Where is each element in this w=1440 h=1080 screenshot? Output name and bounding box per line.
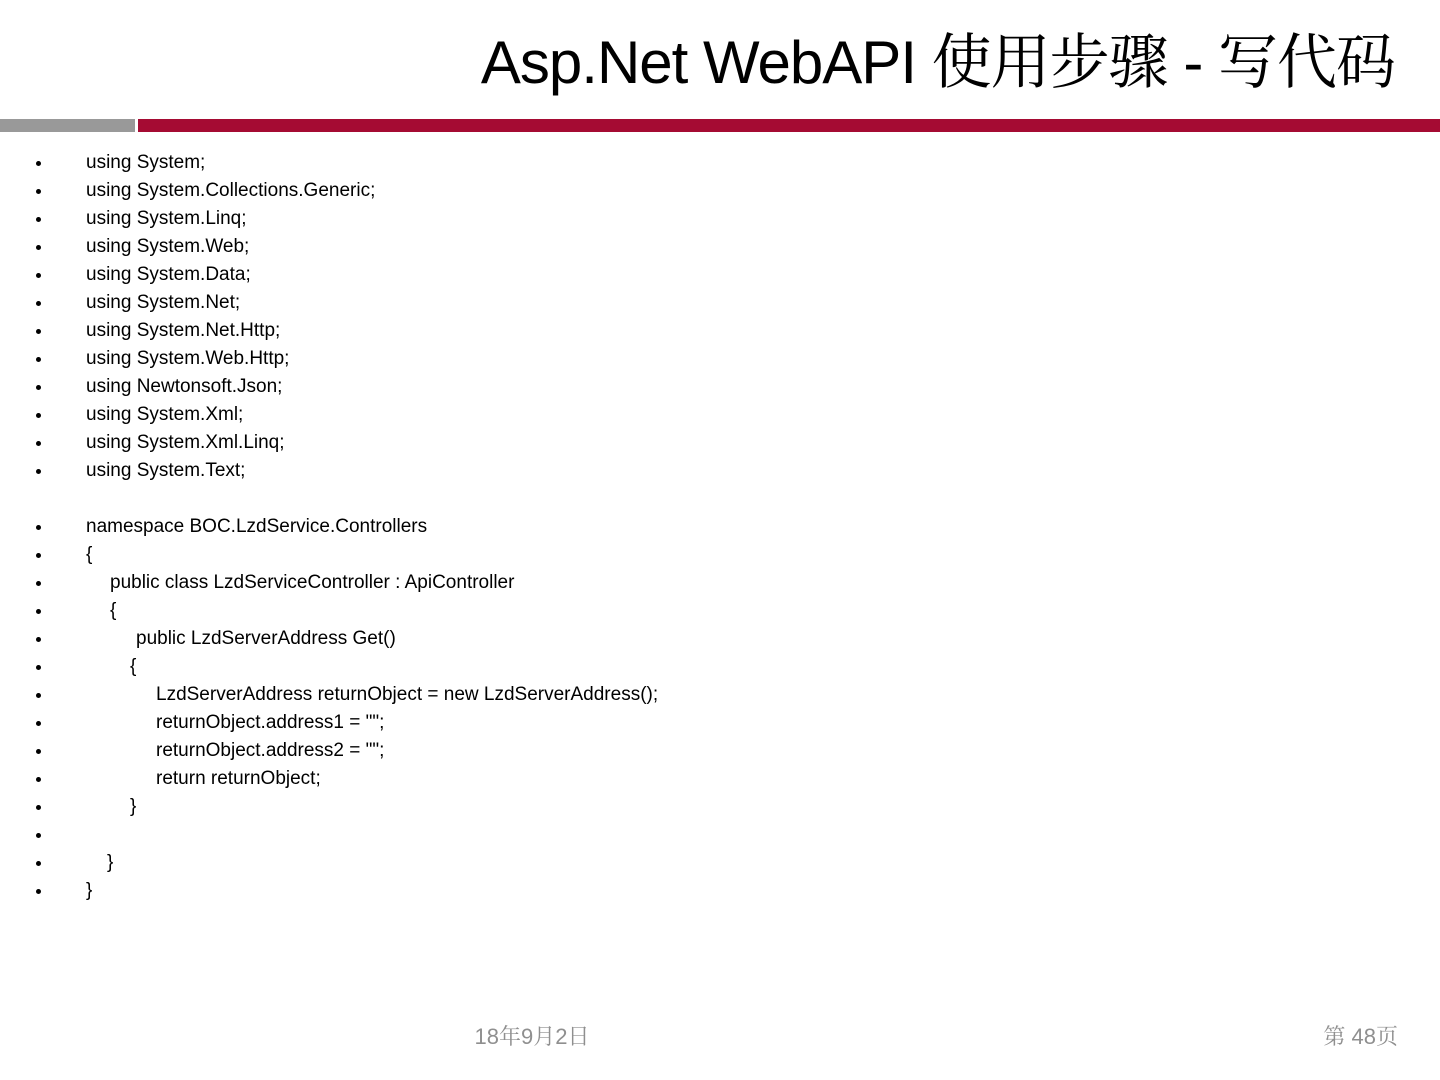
- code-line: [0, 149, 1440, 177]
- code-line: [0, 849, 1440, 877]
- bullet-icon: [36, 161, 41, 166]
- bullet-icon: [36, 189, 41, 194]
- code-text: namespace BOC.LzdService.Controllers: [86, 516, 428, 537]
- bullet-icon: [36, 329, 41, 334]
- code-line: [0, 597, 1440, 625]
- slide-header: [0, 30, 1395, 96]
- bullet-icon: [36, 469, 41, 474]
- code-text: using System.Data;: [86, 264, 251, 285]
- bullet-icon: [36, 385, 41, 390]
- bullet-icon: [36, 693, 41, 698]
- bullet-icon: [36, 581, 41, 586]
- code-text: }: [107, 852, 114, 873]
- bullet-icon: [36, 357, 41, 362]
- bullet-icon: [36, 833, 41, 838]
- code-text: LzdServerAddress returnObject = new LzdServerAddress();: [156, 684, 659, 705]
- code-line: [0, 373, 1440, 401]
- code-line: [0, 681, 1440, 709]
- code-text: using System.Web;: [86, 236, 250, 257]
- bullet-icon: [36, 777, 41, 782]
- code-line: [0, 457, 1440, 485]
- page-title: Asp.Net WebAPI 使用步骤 - 写代码: [480, 29, 1395, 96]
- code-line: [0, 205, 1440, 233]
- code-line: [0, 317, 1440, 345]
- code-line: [0, 177, 1440, 205]
- code-text: }: [130, 796, 137, 817]
- code-line: [0, 625, 1440, 653]
- code-text: using System.Text;: [86, 460, 246, 481]
- bullet-icon: [36, 553, 41, 558]
- code-line: [0, 261, 1440, 289]
- bullet-icon: [36, 637, 41, 642]
- code-text: using System.Collections.Generic;: [86, 180, 376, 201]
- bullet-icon: [36, 441, 41, 446]
- code-text: using System.Linq;: [86, 208, 247, 229]
- code-text: return returnObject;: [156, 768, 321, 789]
- code-text: public LzdServerAddress Get(): [136, 628, 396, 649]
- code-text: using System;: [86, 152, 206, 173]
- code-line: [0, 765, 1440, 793]
- code-list: [0, 149, 1440, 905]
- code-line: [0, 877, 1440, 905]
- bullet-icon: [36, 273, 41, 278]
- code-text: public class LzdServiceController : ApiController: [110, 572, 515, 593]
- code-text: using System.Xml.Linq;: [86, 432, 285, 453]
- code-line: [0, 793, 1440, 821]
- code-line: [0, 429, 1440, 457]
- code-line: [0, 569, 1440, 597]
- bullet-icon: [36, 217, 41, 222]
- code-line: [0, 513, 1440, 541]
- code-line: [0, 345, 1440, 373]
- code-line: [0, 289, 1440, 317]
- code-text: using System.Net;: [86, 292, 241, 313]
- divider-gray-segment: [0, 119, 135, 132]
- code-line: [0, 233, 1440, 261]
- bullet-icon: [36, 805, 41, 810]
- code-text: using System.Net.Http;: [86, 320, 281, 341]
- code-text: {: [110, 600, 117, 621]
- bullet-icon: [36, 861, 41, 866]
- bullet-icon: [36, 525, 41, 530]
- code-line: [0, 737, 1440, 765]
- bullet-icon: [36, 665, 41, 670]
- code-text: using Newtonsoft.Json;: [86, 376, 283, 397]
- page-number: 第 48页: [1323, 1024, 1398, 1049]
- code-text: {: [130, 656, 137, 677]
- bullet-icon: [36, 245, 41, 250]
- code-text: }: [86, 880, 93, 901]
- code-text: using System.Web.Http;: [86, 348, 290, 369]
- bullet-icon: [36, 721, 41, 726]
- bullet-icon: [36, 609, 41, 614]
- bullet-icon: [36, 301, 41, 306]
- code-line: [0, 485, 1440, 513]
- code-line: [0, 401, 1440, 429]
- code-line: [0, 821, 1440, 849]
- code-text: using System.Xml;: [86, 404, 244, 425]
- bullet-icon: [36, 889, 41, 894]
- code-text: returnObject.address2 = "";: [156, 740, 385, 761]
- code-line: [0, 709, 1440, 737]
- divider-red-segment: [138, 119, 1440, 132]
- code-text: returnObject.address1 = "";: [156, 712, 385, 733]
- code-line: [0, 653, 1440, 681]
- bullet-icon: [36, 413, 41, 418]
- code-line: [0, 541, 1440, 569]
- slide-date: 18年9月2日: [474, 1024, 590, 1049]
- bullet-icon: [36, 749, 41, 754]
- code-text: {: [86, 544, 93, 565]
